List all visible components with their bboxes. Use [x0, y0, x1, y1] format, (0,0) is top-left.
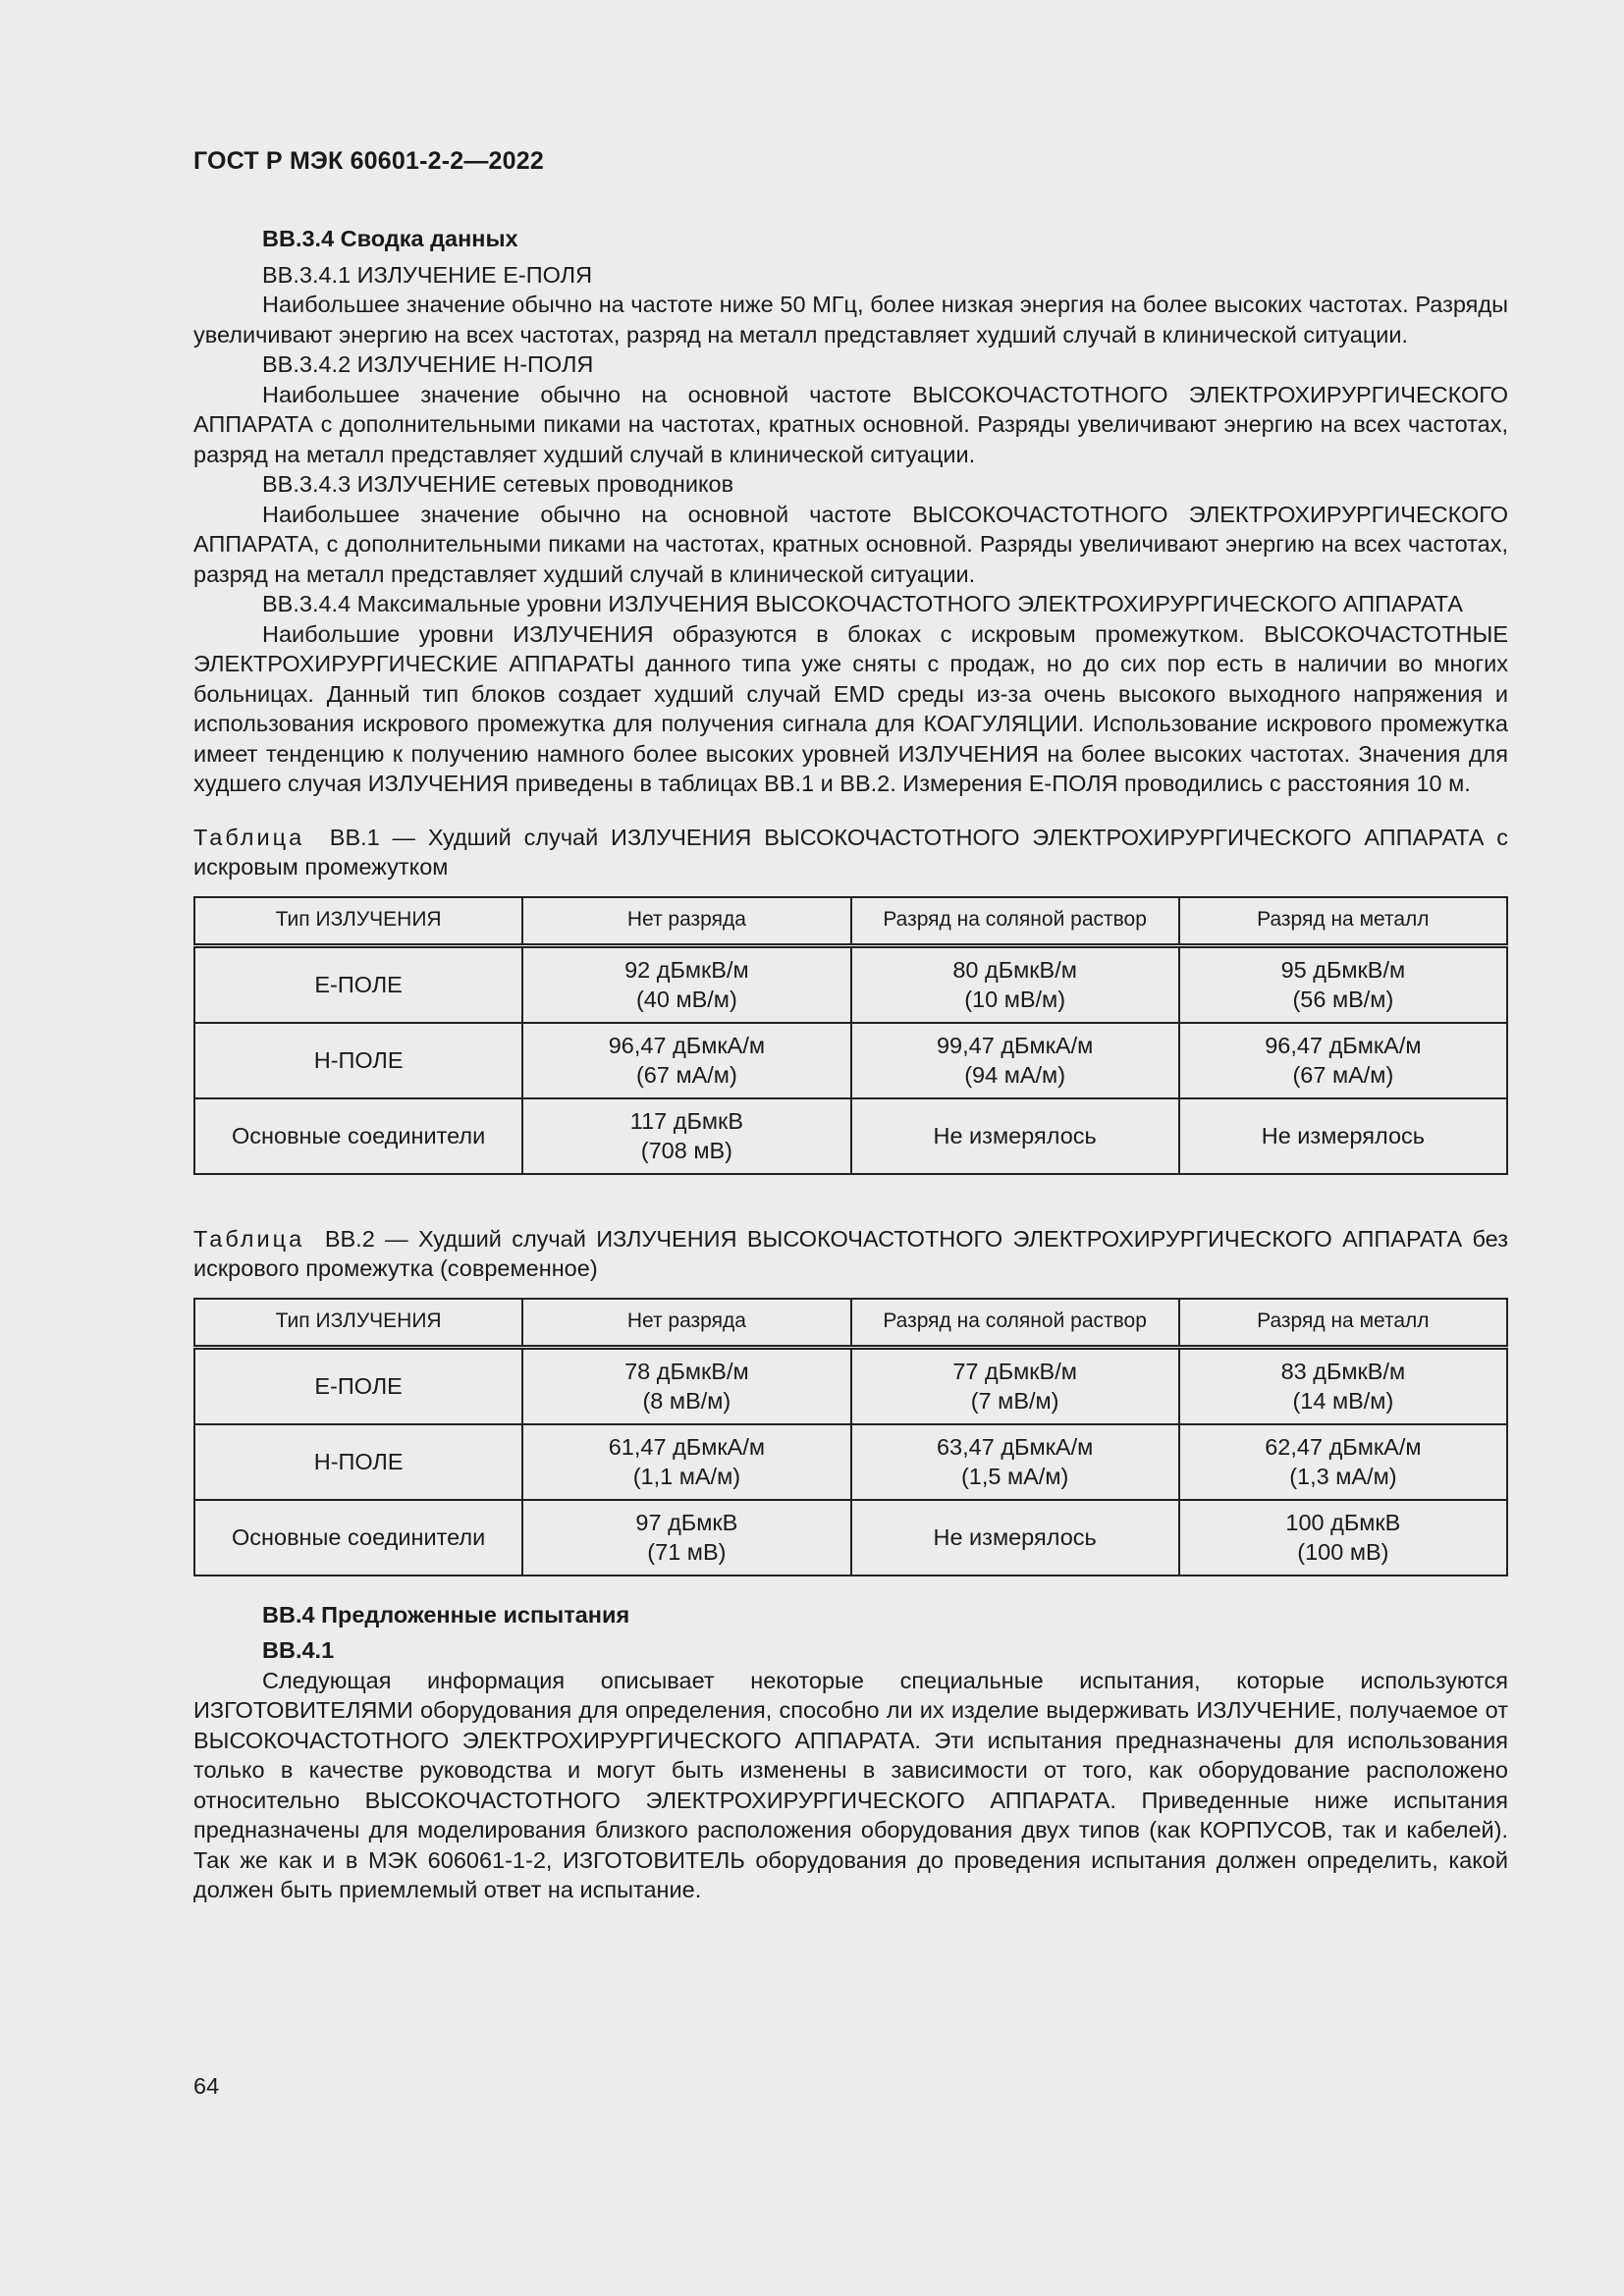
- table-cell: Н-ПОЛЕ: [194, 1023, 522, 1098]
- table2-caption: [193, 1224, 1508, 1284]
- table2-label: Таблица: [193, 1225, 305, 1252]
- table-cell: 96,47 дБмкА/м (67 мА/м): [522, 1023, 850, 1098]
- table-cell: 97 дБмкВ (71 мВ): [522, 1500, 850, 1575]
- table1-caption: [193, 823, 1508, 882]
- section-bb342-title: ВВ.3.4.2 ИЗЛУЧЕНИЕ Н-ПОЛЯ: [262, 351, 594, 377]
- page-number: 64: [193, 2073, 220, 2099]
- table-cell: Не измерялось: [851, 1098, 1179, 1174]
- table-cell: Не измерялось: [1179, 1098, 1507, 1174]
- table-cell: 62,47 дБмкА/м (1,3 мА/м): [1179, 1424, 1507, 1500]
- section-bb341-title: ВВ.3.4.1 ИЗЛУЧЕНИЕ Е-ПОЛЯ: [262, 261, 593, 288]
- table-cell: 80 дБмкВ/м (10 мВ/м): [851, 945, 1179, 1023]
- section-bb343-title: ВВ.3.4.3 ИЗЛУЧЕНИЕ сетевых проводников: [262, 471, 734, 497]
- table-cell: 78 дБмкВ/м (8 мВ/м): [522, 1347, 850, 1424]
- table2-col-no-discharge: Нет разряда: [522, 1299, 850, 1348]
- table2-header-row: [194, 1299, 1507, 1348]
- table-cell: Н-ПОЛЕ: [194, 1424, 522, 1500]
- table-row: [194, 1500, 1507, 1575]
- table-cell: Основные соединители: [194, 1500, 522, 1575]
- section-bb341-text: Наибольшее значение обычно на частоте ниже 50 МГц, более низкая энергия на более высоких частотах. Разряды увеличивают энергию на всех частотах, разряд на металл представляет худший случай в клинической ситуации.: [193, 292, 1508, 347]
- table-row: [194, 1347, 1507, 1424]
- table-row: [194, 1023, 1507, 1098]
- table1: [193, 896, 1508, 1175]
- table-cell: Не измерялось: [851, 1500, 1179, 1575]
- table1-header-row: [194, 897, 1507, 946]
- table-cell: 61,47 дБмкА/м (1,1 мА/м): [522, 1424, 850, 1500]
- table2: [193, 1298, 1508, 1576]
- table-cell: 92 дБмкВ/м (40 мВ/м): [522, 945, 850, 1023]
- table-cell: Основные соединители: [194, 1098, 522, 1174]
- table1-col-saline: Разряд на соляной раствор: [851, 897, 1179, 946]
- section-bb343-text: Наибольшее значение обычно на основной частоте ВЫСОКОЧАСТОТНОГО ЭЛЕКТРОХИРУРГИЧЕСКОГО АППАРАТА, с дополнительными пиками на частотах, кратных основной. Разряды увеличивают энергию на всех частотах, разряд на металл представляет худший случай в клинической ситуации.: [193, 501, 1508, 587]
- table-cell: Е-ПОЛЕ: [194, 1347, 522, 1424]
- section-bb344-text: Наибольшие уровни ИЗЛУЧЕНИЯ образуются в блоках с искровым промежутком. ВЫСОКОЧАСТОТНЫЕ ЭЛЕКТРОХИРУРГИЧЕСКИЕ АППАРАТЫ данного типа уже сняты с продаж, но до сих пор есть в наличии во многих больницах. Данный тип блоков создает худший случай EMD среды из-за очень высокого выходного напряжения и использования искрового промежутка для получения сигнала для КОАГУЛЯЦИИ. Использование искрового промежутка имеет тенденцию к получению намного более высоких уровней ИЗЛУЧЕНИЯ на более высоких частотах. Значения для худшего случая ИЗЛУЧЕНИЯ приведены в таблицах ВВ.1 и ВВ.2. Измерения Е-ПОЛЯ проводились с расстояния 10 м.: [193, 620, 1508, 796]
- table-cell: 99,47 дБмкА/м (94 мА/м): [851, 1023, 1179, 1098]
- section-bb344-title: ВВ.3.4.4 Максимальные уровни ИЗЛУЧЕНИЯ ВЫСОКОЧАСТОТНОГО ЭЛЕКТРОХИРУРГИЧЕСКОГО АППАРАТА: [262, 591, 1463, 616]
- section-bb4-title: ВВ.4 Предложенные испытания: [262, 1601, 630, 1628]
- table2-col-metal: Разряд на металл: [1179, 1299, 1507, 1348]
- section-bb41-title: ВВ.4.1: [262, 1637, 335, 1663]
- table-row: [194, 1098, 1507, 1174]
- table2-col-type: Тип ИЗЛУЧЕНИЯ: [194, 1299, 522, 1348]
- table-cell: 96,47 дБмкА/м (67 мА/м): [1179, 1023, 1507, 1098]
- document-body: [193, 224, 1508, 1905]
- section-bb34-title: ВВ.3.4 Сводка данных: [262, 226, 518, 251]
- table-cell: 117 дБмкВ (708 мВ): [522, 1098, 850, 1174]
- table1-label: Таблица: [193, 824, 305, 850]
- document-header: ГОСТ Р МЭК 60601-2-2—2022: [193, 147, 544, 175]
- table-cell: 83 дБмкВ/м (14 мВ/м): [1179, 1347, 1507, 1424]
- table-row: [194, 945, 1507, 1023]
- table-row: [194, 1424, 1507, 1500]
- table1-caption-text: ВВ.1 — Худший случай ИЗЛУЧЕНИЯ ВЫСОКОЧАСТОТНОГО ЭЛЕКТРОХИРУРГИЧЕСКОГО АППАРАТА с искровым промежутком: [193, 824, 1508, 880]
- table2-col-saline: Разряд на соляной раствор: [851, 1299, 1179, 1348]
- table-cell: 77 дБмкВ/м (7 мВ/м): [851, 1347, 1179, 1424]
- table1-col-no-discharge: Нет разряда: [522, 897, 850, 946]
- table-cell: 95 дБмкВ/м (56 мВ/м): [1179, 945, 1507, 1023]
- section-bb41-text: Следующая информация описывает некоторые специальные испытания, которые используются ИЗГОТОВИТЕЛЯМИ оборудования для определения, способно ли их изделие выдерживать ИЗЛУЧЕНИЕ, получаемое от ВЫСОКОЧАСТОТНОГО ЭЛЕКТРОХИРУРГИЧЕСКОГО АППАРАТА. Эти испытания предназначены для использования только в качестве руководства и могут быть изменены в зависимости от того, как оборудование расположено относительно ВЫСОКОЧАСТОТНОГО ЭЛЕКТРОХИРУРГИЧЕСКОГО АППАРАТА. Приведенные ниже испытания предназначены для моделирования близкого расположения оборудования двух типов (как КОРПУСОВ, так и кабелей). Так же как и в МЭК 606061-1-2, ИЗГОТОВИТЕЛЬ оборудования до проведения испытания должен определить, какой должен быть приемлемый ответ на испытание.: [193, 1667, 1508, 1902]
- table-cell: Е-ПОЛЕ: [194, 945, 522, 1023]
- section-bb342-text: Наибольшее значение обычно на основной частоте ВЫСОКОЧАСТОТНОГО ЭЛЕКТРОХИРУРГИЧЕСКОГО АППАРАТА с дополнительными пиками на частотах, кратных основной. Разряды увеличивают энергию на всех частотах, разряд на металл представляет худший случай в клинической ситуации.: [193, 381, 1508, 467]
- table-cell: 63,47 дБмкА/м (1,5 мА/м): [851, 1424, 1179, 1500]
- table-cell: 100 дБмкВ (100 мВ): [1179, 1500, 1507, 1575]
- table2-caption-text: ВВ.2 — Худший случай ИЗЛУЧЕНИЯ ВЫСОКОЧАСТОТНОГО ЭЛЕКТРОХИРУРГИЧЕСКОГО АППАРАТА без искрового промежутка (современное): [193, 1225, 1509, 1281]
- table1-col-metal: Разряд на металл: [1179, 897, 1507, 946]
- table1-col-type: Тип ИЗЛУЧЕНИЯ: [194, 897, 522, 946]
